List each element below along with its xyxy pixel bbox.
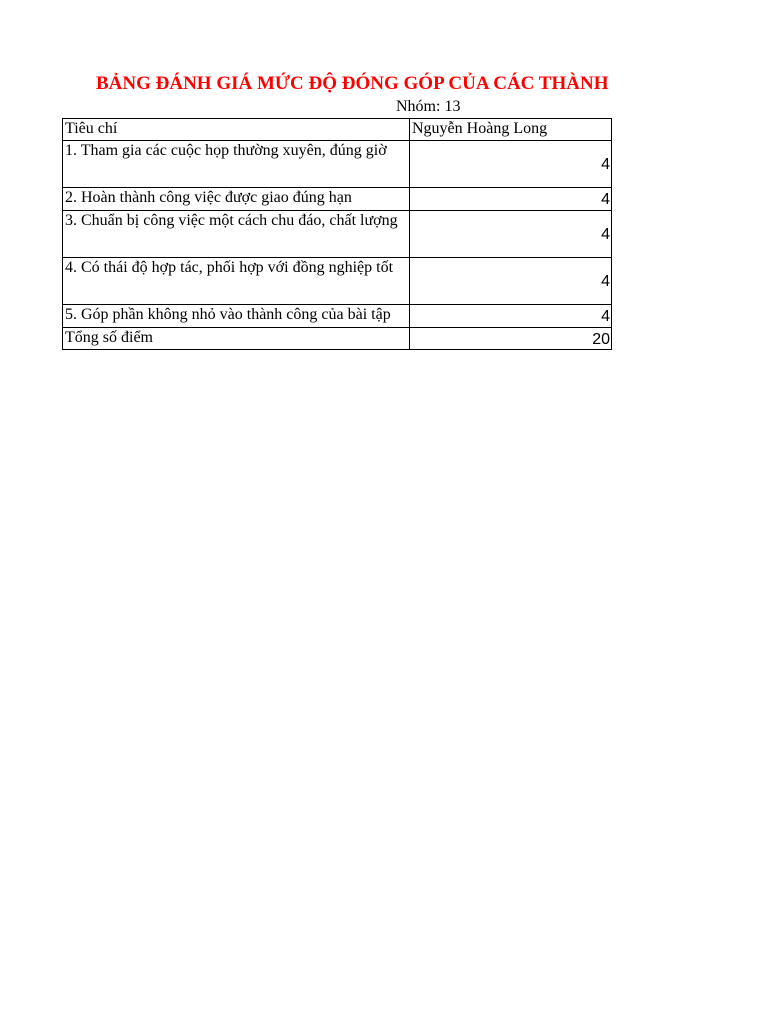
total-label: Tổng số điểm [63,328,410,350]
header-criteria: Tiêu chí [63,119,410,141]
evaluation-table [62,118,612,350]
score-cell: 4 [410,188,612,211]
criteria-cell: 1. Tham gia các cuộc họp thường xuyên, đúng giờ [63,141,410,188]
table-total-row [63,328,612,350]
header-member-name: Nguyễn Hoàng Long [410,119,612,141]
sheet-title: BẢNG ĐÁNH GIÁ MỨC ĐỘ ĐÓNG GÓP CỦA CÁC THÀNH [96,73,609,94]
score-cell: 4 [410,211,612,258]
table-header-row [63,119,612,141]
score-cell: 4 [410,258,612,305]
table-row [63,188,612,211]
table-row [63,141,612,188]
criteria-cell: 4. Có thái độ hợp tác, phối hợp với đồng nghiệp tốt [63,258,410,305]
criteria-cell: 3. Chuẩn bị công việc một cách chu đáo, chất lượng [63,211,410,258]
table-row [63,211,612,258]
criteria-cell: 2. Hoàn thành công việc được giao đúng hạn [63,188,410,211]
score-cell: 4 [410,141,612,188]
score-cell: 4 [410,305,612,328]
table-row [63,258,612,305]
total-score: 20 [410,328,612,350]
criteria-cell: 5. Góp phần không nhỏ vào thành công của bài tập [63,305,410,328]
group-label: Nhóm: 13 [396,98,461,115]
table-row [63,305,612,328]
